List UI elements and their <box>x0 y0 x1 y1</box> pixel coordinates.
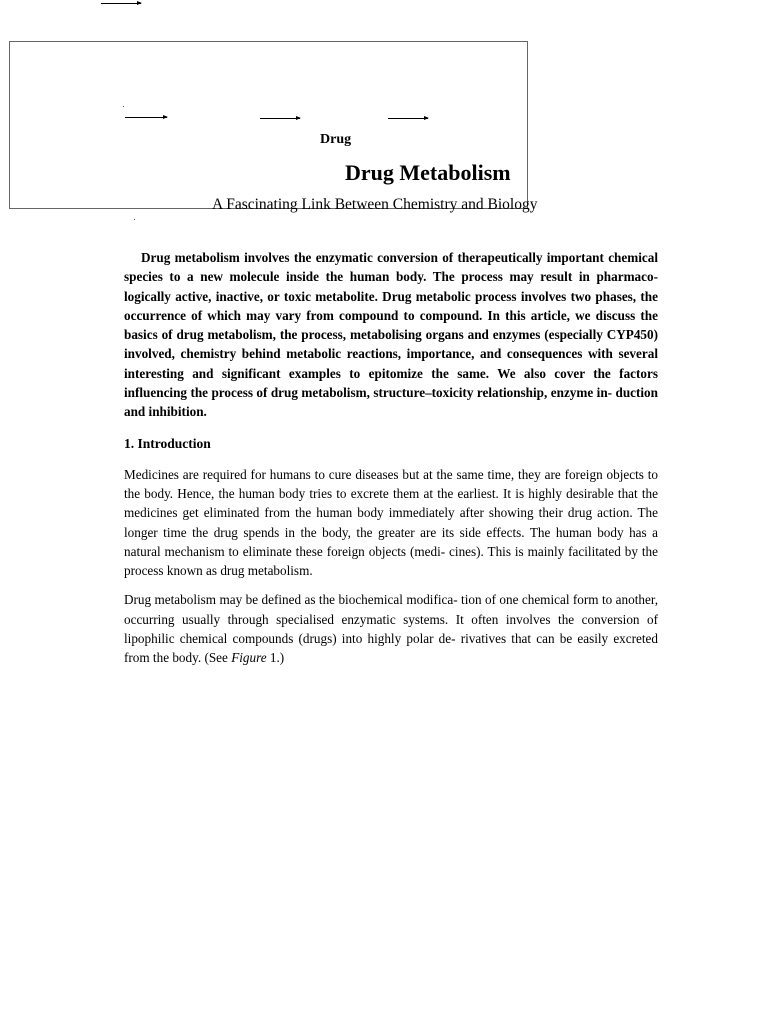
figure-dot <box>123 106 124 107</box>
page-title: Drug Metabolism <box>345 160 511 185</box>
abstract-paragraph: Drug metabolism involves the enzymatic conversion of therapeutically important chemical species to a new molecule inside the human body. The process may result in pharmaco- logically active, inactive, or toxic metabolite. Drug metabolic process involves two phases, the occurrence of which may vary from compound to compound. In this article, we discuss the basics of drug metabolism, the process, metabolising organs and enzymes (especially CYP450) involved, chemistry behind metabolic reactions, importance, and consequences with several interesting and significant examples to epitomize the same. We also cover the factors influencing the process of drug metabolism, structure–toxicity relationship, enzyme in- duction and inhibition. <box>124 250 658 420</box>
reaction-arrow-2 <box>260 118 300 119</box>
reaction-arrow-1 <box>125 117 167 118</box>
intro-paragraph-2 <box>124 590 658 667</box>
intro-paragraph-2-end: 1.) <box>266 650 285 666</box>
stray-dot <box>134 219 135 220</box>
figure-reference: Figure <box>231 650 267 666</box>
page-subtitle: A Fascinating Link Between Chemistry and Biology <box>212 196 538 213</box>
top-arrow <box>101 3 141 4</box>
intro-paragraph-2-text: Drug metabolism may be defined as the biochemical modifica- tion of one chemical form to another, occurring usually through specialised enzymatic systems. It often involves the conversion of lipophilic chemical compounds (drugs) into highly polar de- rivatives that can be easily excreted from the body. (See <box>124 592 658 666</box>
article-body <box>124 248 658 678</box>
figure-label-drug: Drug <box>320 132 352 147</box>
section-heading: 1. Introduction <box>124 435 211 451</box>
reaction-arrow-3 <box>388 118 428 119</box>
intro-paragraph-1: Medicines are required for humans to cure diseases but at the same time, they are foreign objects to the body. Hence, the human body tries to excrete them at the earliest. It is highly desirable that the medicines get eliminated from the human body immediately after showing their drug action. The longer time the drug spends in the body, the greater are its side effects. The human body has a natural mechanism to eliminate these foreign objects (medi- cines). This is mainly facilitated by the process known as drug metabolism. <box>124 466 658 579</box>
